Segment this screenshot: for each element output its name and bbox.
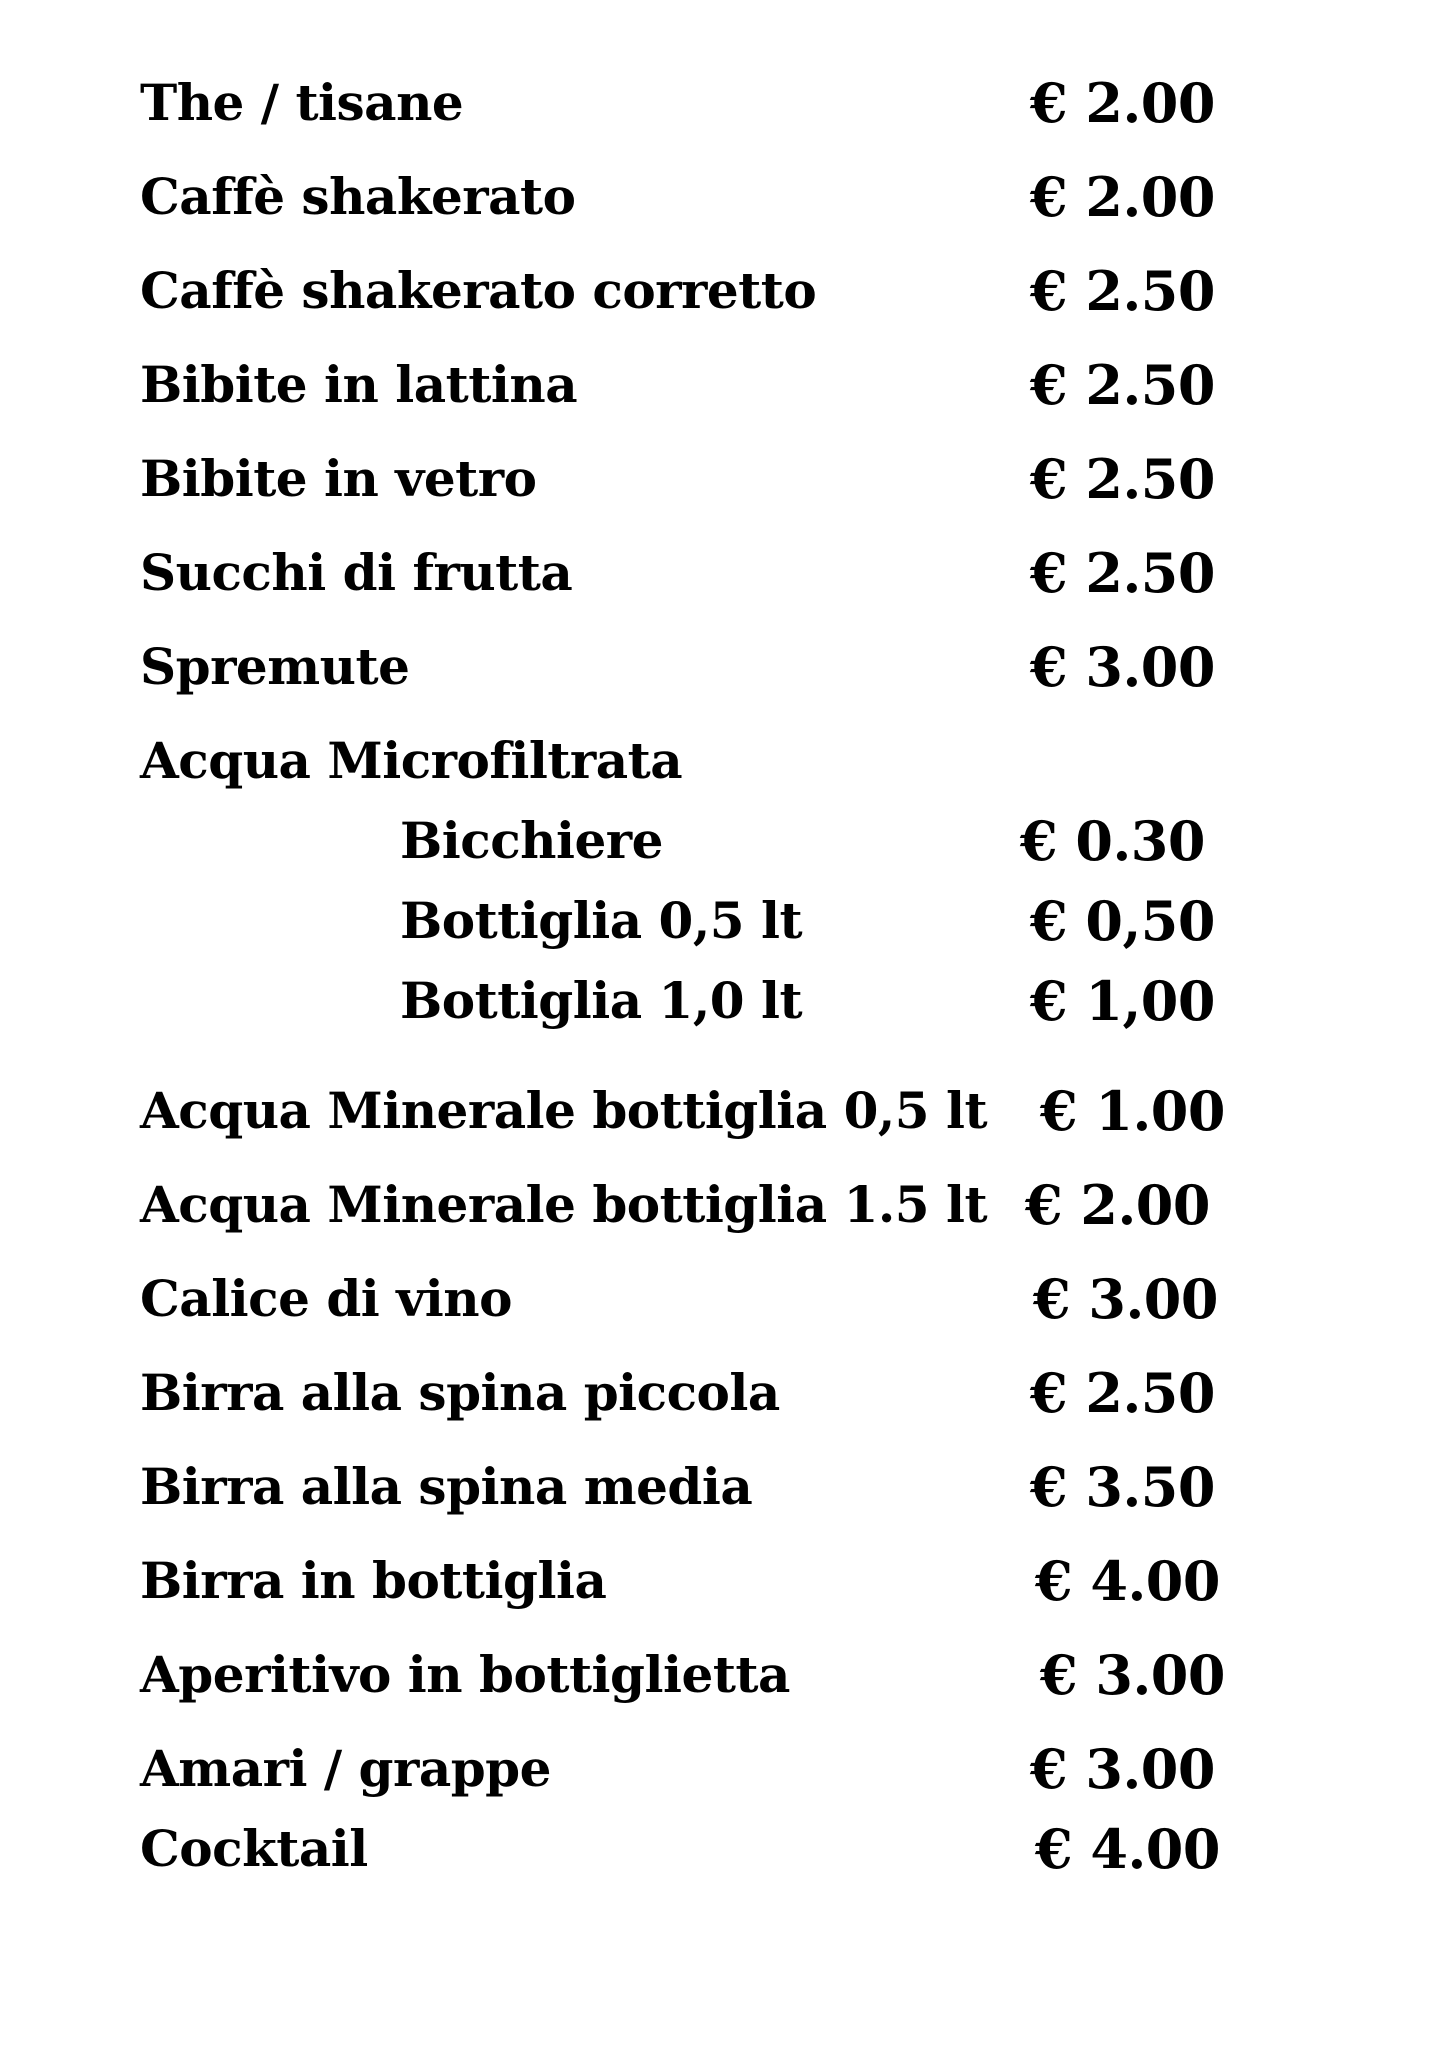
item-name: Caffè shakerato corretto (140, 261, 817, 320)
item-price: € 3.00 (1030, 1737, 1215, 1801)
menu-item-amari-grappe (0, 1734, 1448, 1804)
item-name: Bibite in vetro (140, 449, 537, 508)
menu-subitem-bottiglia-10 (0, 966, 1448, 1036)
item-name: Birra alla spina media (140, 1457, 753, 1516)
menu-item-aperitivo-bottiglietta (0, 1640, 1448, 1710)
item-price: € 2.50 (1030, 447, 1215, 511)
item-name: Succhi di frutta (140, 543, 573, 602)
item-price: € 2.50 (1030, 1361, 1215, 1425)
menu-item-caffe-shakerato (0, 162, 1448, 232)
item-name: Bottiglia 1,0 lt (400, 971, 803, 1030)
menu-item-acqua-minerale-05 (0, 1076, 1448, 1146)
item-name: Aperitivo in bottiglietta (140, 1645, 790, 1704)
item-price: € 1,00 (1030, 969, 1215, 1033)
item-name: Calice di vino (140, 1269, 512, 1328)
item-price: € 3.00 (1040, 1643, 1225, 1707)
item-name: Bicchiere (400, 811, 663, 870)
menu-item-birra-spina-media (0, 1452, 1448, 1522)
menu-item-birra-bottiglia (0, 1546, 1448, 1616)
menu-item-bibite-vetro (0, 444, 1448, 514)
menu-item-bibite-lattina (0, 350, 1448, 420)
menu-item-succhi-frutta (0, 538, 1448, 608)
menu-item-birra-spina-piccola (0, 1358, 1448, 1428)
item-price: € 4.00 (1035, 1549, 1220, 1613)
item-price: € 4.00 (1035, 1817, 1220, 1881)
item-name: Caffè shakerato (140, 167, 576, 226)
menu-item-caffe-shakerato-corretto (0, 256, 1448, 326)
menu-item-calice-vino (0, 1264, 1448, 1334)
item-name: Acqua Minerale bottiglia 1.5 lt (140, 1175, 988, 1234)
menu-item-spremute (0, 632, 1448, 702)
item-price: € 2.00 (1030, 71, 1215, 135)
item-name: Spremute (140, 637, 410, 696)
item-name: Bibite in lattina (140, 355, 578, 414)
menu-item-acqua-microfiltrata (0, 726, 1448, 796)
menu-subitem-bottiglia-05 (0, 886, 1448, 956)
item-name: Birra in bottiglia (140, 1551, 607, 1610)
item-name: Bottiglia 0,5 lt (400, 891, 803, 950)
item-price: € 3.00 (1030, 635, 1215, 699)
item-price: € 3.00 (1033, 1267, 1218, 1331)
item-price: € 0.30 (1020, 809, 1205, 873)
item-name: Cocktail (140, 1819, 368, 1878)
item-name: Acqua Minerale bottiglia 0,5 lt (140, 1081, 988, 1140)
item-price: € 2.50 (1030, 259, 1215, 323)
item-price: € 3.50 (1030, 1455, 1215, 1519)
item-name: The / tisane (140, 73, 464, 132)
menu-item-acqua-minerale-15 (0, 1170, 1448, 1240)
item-name: Amari / grappe (140, 1739, 551, 1798)
item-name: Acqua Microfiltrata (140, 731, 683, 790)
menu-item-cocktail (0, 1814, 1448, 1884)
menu-item-the-tisane (0, 68, 1448, 138)
item-price: € 2.50 (1030, 541, 1215, 605)
item-price: € 2.00 (1030, 165, 1215, 229)
menu-subitem-bicchiere (0, 806, 1448, 876)
item-price: € 0,50 (1030, 889, 1215, 953)
item-price: € 2.00 (1025, 1173, 1210, 1237)
item-price: € 2.50 (1030, 353, 1215, 417)
item-name: Birra alla spina piccola (140, 1363, 780, 1422)
item-price: € 1.00 (1040, 1079, 1225, 1143)
